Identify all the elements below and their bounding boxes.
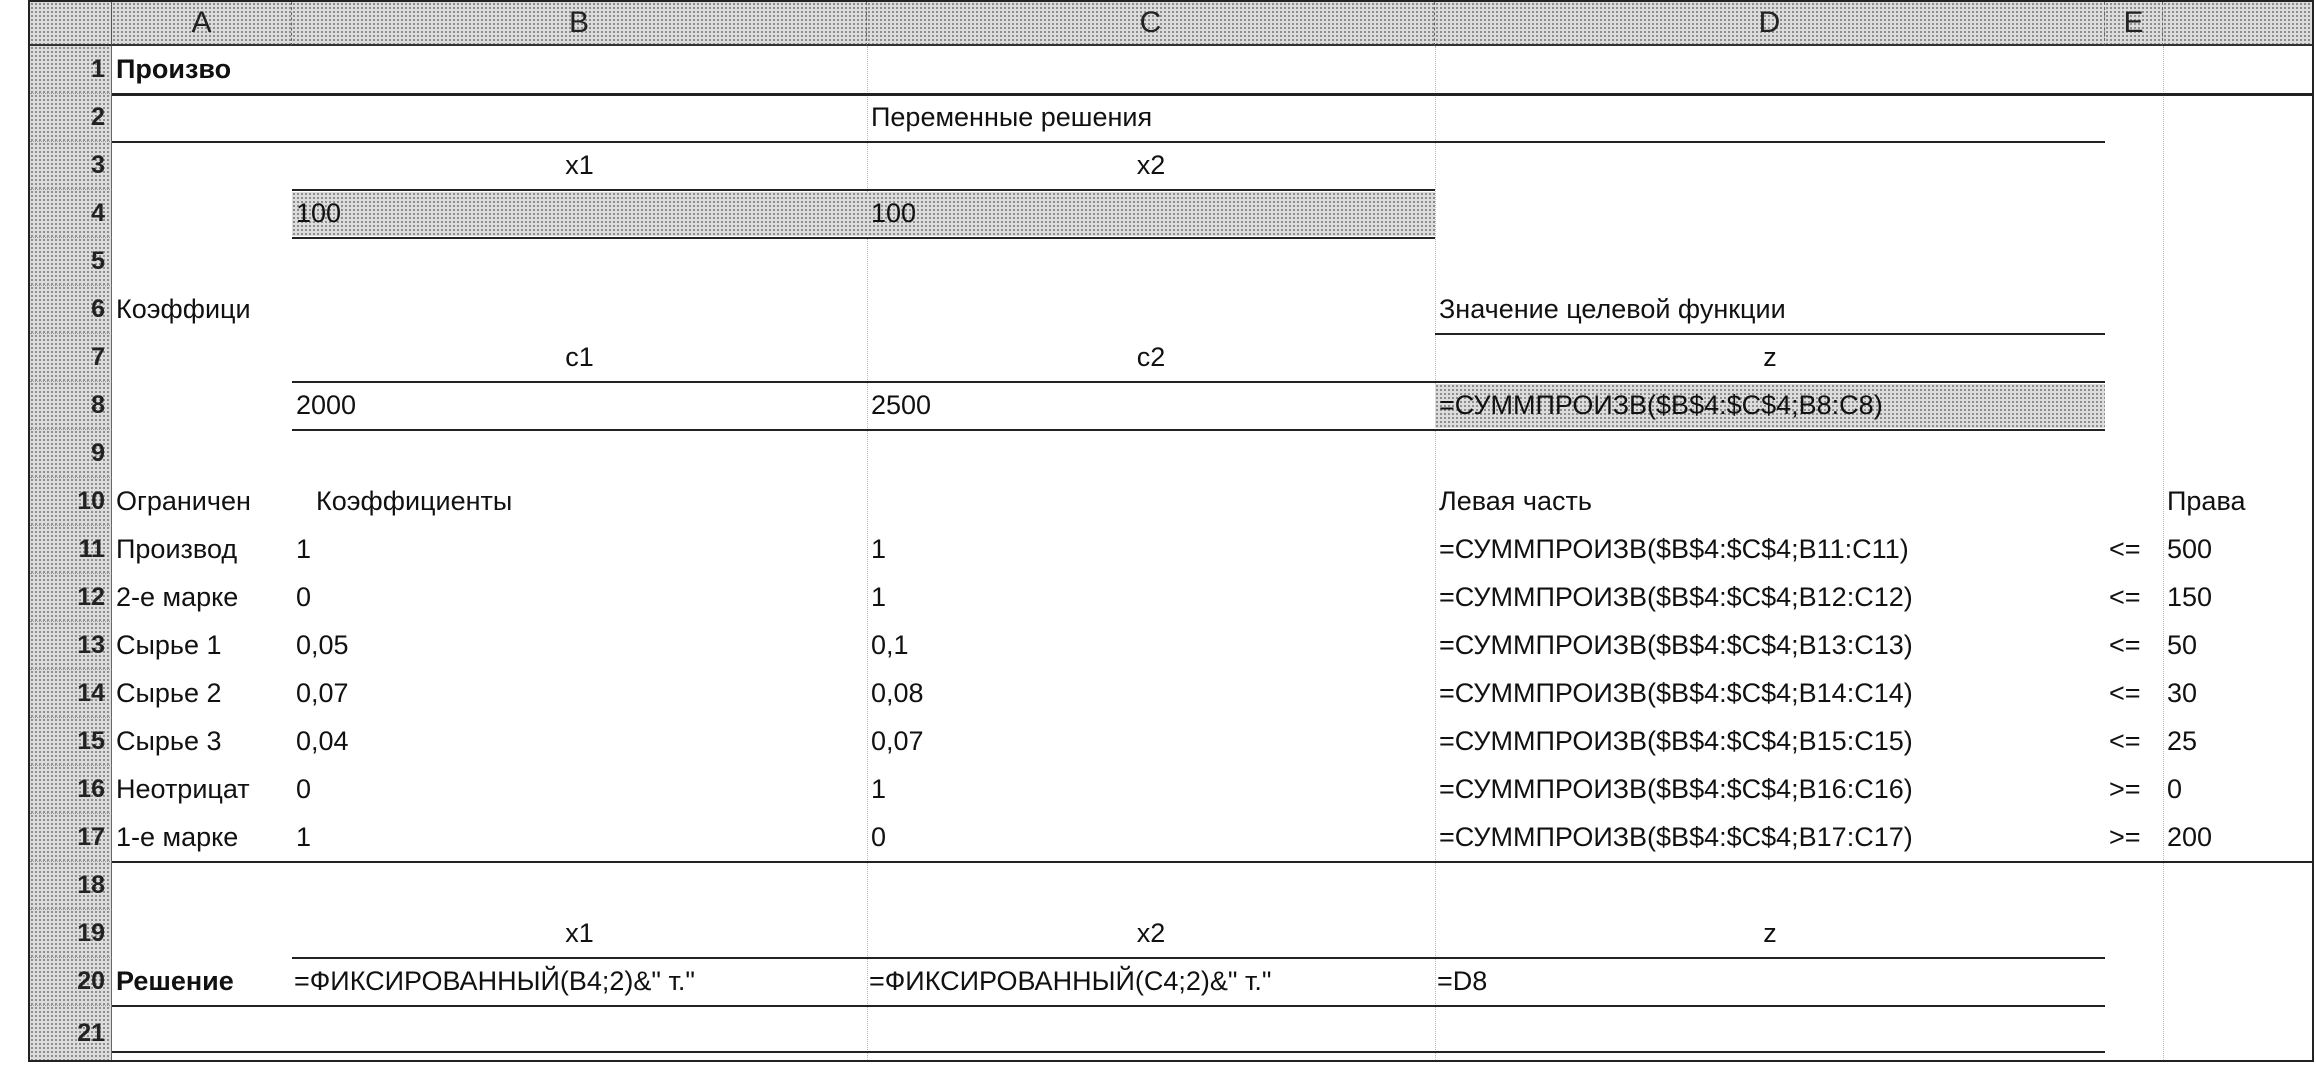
cell-c16[interactable]: 1 xyxy=(871,774,887,804)
row-header-label: 17 xyxy=(77,823,105,851)
column-header-a[interactable] xyxy=(112,2,292,46)
cell-f17[interactable]: 200 xyxy=(2167,822,2213,852)
cell-c7[interactable]: c2 xyxy=(1136,342,1166,372)
cell-e16[interactable]: >= xyxy=(2109,774,2141,804)
column-header-label: E xyxy=(2123,6,2144,39)
row-header-7[interactable] xyxy=(30,334,112,382)
row-header-12[interactable] xyxy=(30,574,112,622)
row-header-13[interactable] xyxy=(30,622,112,670)
cell-b8[interactable]: 2000 xyxy=(296,390,357,420)
cell-f16[interactable]: 0 xyxy=(2167,774,2183,804)
constraints-end-rule xyxy=(112,861,2314,863)
column-header-d[interactable] xyxy=(1435,2,2105,46)
solution-top-rule xyxy=(112,1005,2105,1007)
row-header-11[interactable] xyxy=(30,526,112,574)
row-header-18[interactable] xyxy=(30,862,112,910)
cell-e12[interactable]: <= xyxy=(2109,582,2141,612)
cell-d16[interactable]: =СУММПРОИЗВ($B$4:$C$4;B16:C16) xyxy=(1439,774,1913,804)
row-header-label: 16 xyxy=(77,775,105,803)
cell-c15[interactable]: 0,07 xyxy=(871,726,924,756)
cell-c14[interactable]: 0,08 xyxy=(871,678,924,708)
cell-c12[interactable]: 1 xyxy=(871,582,887,612)
cell-f12[interactable]: 150 xyxy=(2167,582,2213,612)
row-header-label: 20 xyxy=(77,967,105,995)
cell-a1[interactable]: Произво xyxy=(116,54,232,84)
row-header-label: 12 xyxy=(77,583,105,611)
x-values-rule xyxy=(292,237,1435,239)
row-header-17[interactable] xyxy=(30,814,112,862)
cell-b7[interactable]: c1 xyxy=(565,342,594,372)
row-header-10[interactable] xyxy=(30,478,112,526)
cell-c19[interactable]: x2 xyxy=(1136,918,1166,948)
cell-d19[interactable]: z xyxy=(1763,918,1777,948)
solution-bottom-rule xyxy=(112,1051,2105,1053)
row-header-15[interactable] xyxy=(30,718,112,766)
cell-c20[interactable]: =ФИКСИРОВАННЫЙ(C4;2)&" т." xyxy=(869,966,1272,996)
row-header-3[interactable] xyxy=(30,142,112,190)
cell-f11[interactable]: 500 xyxy=(2167,534,2213,564)
row-header-label: 18 xyxy=(77,871,105,899)
row-header-label: 21 xyxy=(77,1018,105,1047)
cell-a11[interactable]: Производ xyxy=(116,534,238,564)
row-header-label: 1 xyxy=(91,55,105,83)
row-header-label: 3 xyxy=(91,151,105,179)
cell-c13[interactable]: 0,1 xyxy=(871,630,909,660)
row-header-16[interactable] xyxy=(30,766,112,814)
row-header-19[interactable] xyxy=(30,910,112,958)
cell-c11[interactable]: 1 xyxy=(871,534,887,564)
cell-b13[interactable]: 0,05 xyxy=(296,630,349,660)
row-header-label: 8 xyxy=(91,391,105,419)
cell-d20[interactable]: =D8 xyxy=(1437,966,1488,996)
cell-b14[interactable]: 0,07 xyxy=(296,678,349,708)
row-header-label: 13 xyxy=(77,631,105,659)
cell-d11[interactable]: =СУММПРОИЗВ($B$4:$C$4;B11:C11) xyxy=(1439,534,1909,564)
cell-a6[interactable]: Коэффици xyxy=(116,294,251,324)
cell-d15[interactable]: =СУММПРОИЗВ($B$4:$C$4;B15:C15) xyxy=(1439,726,1913,756)
row-header-9[interactable] xyxy=(30,430,112,478)
cell-a16[interactable]: Неотрицат xyxy=(116,774,250,804)
cell-b20[interactable]: =ФИКСИРОВАННЫЙ(B4;2)&" т." xyxy=(294,966,695,996)
row-header-label: 5 xyxy=(91,247,105,275)
cell-d6[interactable]: Значение целевой функции xyxy=(1439,294,1786,324)
row-header-14[interactable] xyxy=(30,670,112,718)
cell-e17[interactable]: >= xyxy=(2109,822,2141,852)
coef-values-rule xyxy=(292,429,2105,431)
cell-a10[interactable]: Ограничен xyxy=(116,486,251,516)
cell-f14[interactable]: 30 xyxy=(2167,678,2198,708)
cell-d14[interactable]: =СУММПРОИЗВ($B$4:$C$4;B14:C14) xyxy=(1439,678,1913,708)
cell-b16[interactable]: 0 xyxy=(296,774,312,804)
row-header-label: 7 xyxy=(91,343,105,371)
cell-a14[interactable]: Сырье 2 xyxy=(116,678,222,708)
cell-b11[interactable]: 1 xyxy=(296,534,312,564)
cell-e11[interactable]: <= xyxy=(2109,534,2141,564)
column-header-label: D xyxy=(1758,6,1781,39)
cell-d13[interactable]: =СУММПРОИЗВ($B$4:$C$4;B13:C13) xyxy=(1439,630,1913,660)
cell-d10[interactable]: Левая часть xyxy=(1439,486,1592,516)
cell-b15[interactable]: 0,04 xyxy=(296,726,349,756)
row-header-label: 19 xyxy=(77,919,105,947)
row-header-1[interactable] xyxy=(30,46,112,94)
cell-b10[interactable]: Коэффициенты xyxy=(316,486,513,516)
spreadsheet-grid xyxy=(28,0,2314,1062)
cell-b19[interactable]: x1 xyxy=(565,918,594,948)
select-all-corner[interactable] xyxy=(30,2,112,46)
cell-d17[interactable]: =СУММПРОИЗВ($B$4:$C$4;B17:C17) xyxy=(1439,822,1913,852)
cell-e15[interactable]: <= xyxy=(2109,726,2141,756)
cell-a17[interactable]: 1-е марке xyxy=(116,822,239,852)
cell-c2[interactable]: Переменные решения xyxy=(871,102,1153,132)
column-header-b[interactable] xyxy=(292,2,867,46)
cell-b12[interactable]: 0 xyxy=(296,582,312,612)
cell-d12[interactable]: =СУММПРОИЗВ($B$4:$C$4;B12:C12) xyxy=(1439,582,1913,612)
cell-e13[interactable]: <= xyxy=(2109,630,2141,660)
column-header-e[interactable] xyxy=(2105,2,2163,46)
cell-f15[interactable]: 25 xyxy=(2167,726,2198,756)
row-header-label: 14 xyxy=(77,679,105,707)
row-header-label: 15 xyxy=(77,727,105,755)
row-header-5[interactable] xyxy=(30,238,112,286)
cell-a15[interactable]: Сырье 3 xyxy=(116,726,222,756)
cell-f10[interactable]: Права xyxy=(2167,486,2246,516)
row-header-21[interactable] xyxy=(30,1006,112,1060)
cell-a12[interactable]: 2-е марке xyxy=(116,582,239,612)
row-header-8[interactable] xyxy=(30,382,112,430)
row-header-label: 10 xyxy=(77,487,105,515)
row-header-20[interactable] xyxy=(30,958,112,1006)
row-header-label: 11 xyxy=(78,535,105,563)
row-header-4[interactable] xyxy=(30,190,112,238)
column-header-c[interactable] xyxy=(867,2,1435,46)
row-header-2[interactable] xyxy=(30,94,112,142)
cell-d8[interactable]: =СУММПРОИЗВ($B$4:$C$4;B8:C8) xyxy=(1439,390,1883,420)
cell-d7[interactable]: z xyxy=(1763,342,1777,372)
row-header-label: 6 xyxy=(91,295,105,323)
column-header-f[interactable] xyxy=(2163,2,2314,46)
column-header-label: C xyxy=(1139,6,1162,39)
row-header-label: 2 xyxy=(91,103,105,131)
cell-c4[interactable]: 100 xyxy=(871,198,917,228)
row-header-6[interactable] xyxy=(30,286,112,334)
column-header-label: B xyxy=(568,6,589,39)
row-header-label: 9 xyxy=(91,439,105,467)
cell-f13[interactable]: 50 xyxy=(2167,630,2198,660)
row-header-label: 4 xyxy=(91,199,105,227)
cell-c17[interactable]: 0 xyxy=(871,822,887,852)
cell-e14[interactable]: <= xyxy=(2109,678,2141,708)
cell-b3[interactable]: x1 xyxy=(565,150,594,180)
cell-a13[interactable]: Сырье 1 xyxy=(116,630,222,660)
column-header-label: A xyxy=(191,6,212,39)
cell-c3[interactable]: x2 xyxy=(1136,150,1166,180)
cell-b17[interactable]: 1 xyxy=(296,822,312,852)
cell-c8[interactable]: 2500 xyxy=(871,390,932,420)
cell-b4[interactable]: 100 xyxy=(296,198,342,228)
cell-a20[interactable]: Решение xyxy=(116,966,234,996)
